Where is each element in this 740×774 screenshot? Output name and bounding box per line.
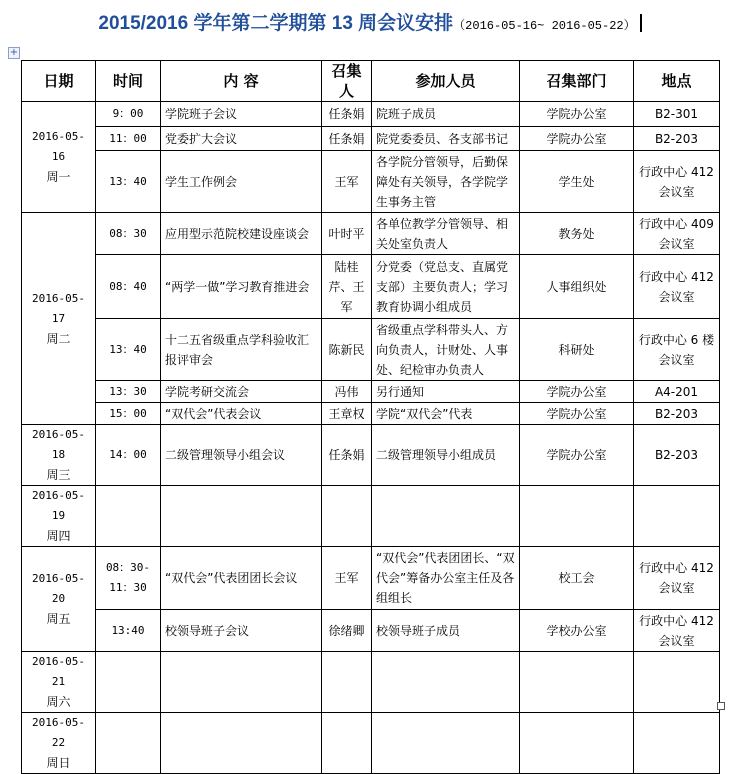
convener-cell [322,713,372,774]
weekday-text: 周四 [46,529,71,543]
table-row [22,652,720,713]
title-date-range: （2016-05-16~ 2016-05-22） [453,19,636,33]
content-cell: 党委扩大会议 [161,127,322,151]
location-cell: B2-203 [634,403,720,425]
date-text: 2016-05-17 [32,291,85,325]
location-cell: 行政中心 412 会议室 [634,547,720,610]
weekday-text: 周六 [46,695,71,709]
location-cell: 行政中心 412 会议室 [634,610,720,652]
content-cell: “双代会”代表会议 [161,403,322,425]
date-cell [22,425,96,486]
date-text: 2016-05-19 [32,489,85,522]
department-cell: 学院办公室 [520,381,634,403]
weekday-text: 周三 [46,468,71,482]
table-row [22,102,720,127]
content-cell: 学院考研交流会 [161,381,322,403]
header-department: 召集部门 [520,61,634,102]
attendees-cell [372,486,520,547]
attendees-cell: 院党委委员、各支部书记 [372,127,520,151]
header-attendees: 参加人员 [372,61,520,102]
table-row [22,425,720,486]
department-cell: 学生处 [520,151,634,213]
location-cell: B2-301 [634,102,720,127]
date-cell [22,486,96,547]
table-row [22,486,720,547]
header-location: 地点 [634,61,720,102]
move-handle-icon[interactable]: + [9,47,19,58]
attendees-cell: 另行通知 [372,381,520,403]
department-cell: 学院办公室 [520,102,634,127]
time-cell: 13：40 [96,151,161,213]
content-cell: “双代会”代表团团长会议 [161,547,322,610]
attendees-cell: 院班子成员 [372,102,520,127]
location-cell: 行政中心 409 会议室 [634,213,720,255]
attendees-cell: 省级重点学科带头人、方向负责人，计财处、人事处、纪检审办负责人 [372,319,520,381]
location-cell: B2-203 [634,127,720,151]
table-row [22,127,720,151]
header-content: 内 容 [161,61,322,102]
attendees-cell: 各学院分管领导，后勤保障处有关领导，各学院学生事务主管 [372,151,520,213]
date-text: 2016-05-21 [32,655,85,688]
content-cell: 学院班子会议 [161,102,322,127]
table-row [22,213,720,255]
convener-cell: 任条娟 [322,425,372,486]
time-cell [96,486,161,547]
department-cell: 学院办公室 [520,403,634,425]
department-cell: 科研处 [520,319,634,381]
content-cell [161,486,322,547]
time-cell [96,652,161,713]
header-row [22,61,720,102]
table-row [22,713,720,774]
time-cell: 9：00 [96,102,161,127]
convener-cell [322,652,372,713]
department-cell [520,652,634,713]
content-cell: “两学一做”学习教育推进会 [161,255,322,319]
attendees-cell: 各单位教学分管领导、相关处室负责人 [372,213,520,255]
attendees-cell: 校领导班子成员 [372,610,520,652]
content-cell: 十二五省级重点学科验收汇报评审会 [161,319,322,381]
table-row [22,403,720,425]
department-cell: 学院办公室 [520,425,634,486]
content-cell: 应用型示范院校建设座谈会 [161,213,322,255]
title-main: 2015/2016 学年第二学期第 13 周会议安排 [98,13,454,34]
convener-cell: 陈新民 [322,319,372,381]
convener-cell: 王军 [322,151,372,213]
date-text: 2016-05-20 [32,572,85,605]
attendees-cell [372,652,520,713]
time-cell: 08：30 [96,213,161,255]
time-cell: 14：00 [96,425,161,486]
location-cell: A4-201 [634,381,720,403]
table-row [22,547,720,610]
date-cell [22,102,96,213]
date-cell [22,652,96,713]
date-text: 2016-05-16 [32,130,85,163]
location-cell [634,652,720,713]
time-cell: 08：40 [96,255,161,319]
content-cell: 校领导班子会议 [161,610,322,652]
content-cell: 二级管理领导小组会议 [161,425,322,486]
resize-handle-icon[interactable] [717,702,725,710]
time-cell: 11：00 [96,127,161,151]
time-cell [96,713,161,774]
page-title [0,8,740,35]
location-cell [634,713,720,774]
weekday-text: 周二 [46,331,71,346]
date-cell [22,713,96,774]
convener-cell: 任条娟 [322,127,372,151]
department-cell [520,713,634,774]
date-text: 2016-05-22 [32,716,85,749]
attendees-cell: “双代会”代表团团长、“双代会”筹备办公室主任及各组组长 [372,547,520,610]
content-cell: 学生工作例会 [161,151,322,213]
header-date: 日期 [22,61,96,102]
convener-cell: 冯伟 [322,381,372,403]
meeting-schedule-table [21,60,720,774]
weekday-text: 周日 [46,756,71,770]
attendees-cell: 学院“双代会”代表 [372,403,520,425]
table-row [22,255,720,319]
time-cell: 15：00 [96,403,161,425]
time-cell: 08：30-11：30 [96,547,161,610]
convener-cell: 叶时平 [322,213,372,255]
attendees-cell: 二级管理领导小组成员 [372,425,520,486]
time-cell: 13：40 [96,319,161,381]
department-cell: 人事组织处 [520,255,634,319]
date-text: 2016-05-18 [32,428,85,461]
weekday-text: 周一 [46,170,71,184]
date-cell [22,213,96,425]
content-cell [161,713,322,774]
convener-cell: 王章权 [322,403,372,425]
convener-cell: 王军 [322,547,372,610]
weekday-text: 周五 [46,612,71,626]
department-cell: 学校办公室 [520,610,634,652]
location-cell: 行政中心 412 会议室 [634,151,720,213]
convener-cell: 徐绪卿 [322,610,372,652]
convener-cell: 陆桂芹、王军 [322,255,372,319]
location-cell [634,486,720,547]
department-cell [520,486,634,547]
attendees-cell [372,713,520,774]
table-row [22,319,720,381]
table-row [22,151,720,213]
content-cell [161,652,322,713]
table-row [22,381,720,403]
time-cell: 13:40 [96,610,161,652]
location-cell: 行政中心 412 会议室 [634,255,720,319]
convener-cell: 任条娟 [322,102,372,127]
date-cell [22,547,96,652]
convener-cell [322,486,372,547]
location-cell: B2-203 [634,425,720,486]
time-cell: 13：30 [96,381,161,403]
attendees-cell: 分党委（党总支、直属党支部）主要负责人；学习教育协调小组成员 [372,255,520,319]
department-cell: 校工会 [520,547,634,610]
header-convener: 召集人 [322,61,372,102]
header-time: 时间 [96,61,161,102]
department-cell: 学院办公室 [520,127,634,151]
text-cursor [640,14,642,32]
table-row [22,610,720,652]
department-cell: 教务处 [520,213,634,255]
location-cell: 行政中心 6 楼会议室 [634,319,720,381]
